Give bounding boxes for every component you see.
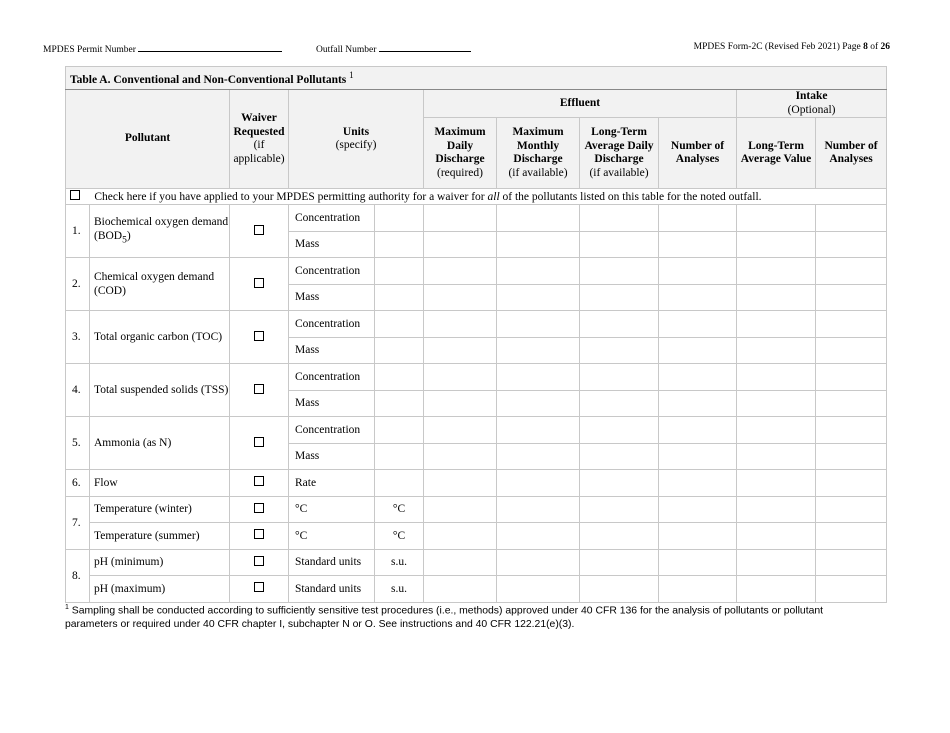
row-number: 6.: [66, 470, 90, 497]
outfall-number-field[interactable]: [316, 42, 471, 55]
unit-input[interactable]: [375, 311, 424, 338]
intake-lt-avg-input[interactable]: [737, 523, 816, 550]
unit-label: Standard units: [289, 549, 375, 576]
max-monthly-input[interactable]: [497, 364, 580, 391]
intake-num-analyses-input[interactable]: [816, 337, 887, 364]
table-row: [66, 576, 887, 603]
waiver-cell: [230, 549, 289, 576]
intake-num-analyses-input[interactable]: [816, 549, 887, 576]
max-daily-input[interactable]: [424, 258, 497, 285]
max-daily-input[interactable]: [424, 470, 497, 497]
row-number: 5.: [66, 417, 90, 470]
intake-num-analyses-input[interactable]: [816, 231, 887, 258]
outfall-number-blank[interactable]: [379, 42, 471, 52]
intake-lt-avg-input[interactable]: [737, 205, 816, 232]
intake-num-analyses-input[interactable]: [816, 258, 887, 285]
unit-label: Mass: [289, 284, 375, 311]
intake-num-analyses-input[interactable]: [816, 311, 887, 338]
unit-abbr: °C: [375, 496, 424, 523]
waiver-checkbox[interactable]: [254, 529, 264, 539]
all-waiver-row: [66, 189, 887, 205]
pollutants-table: [65, 66, 887, 603]
lt-avg-daily-input[interactable]: [580, 417, 659, 444]
intake-lt-avg-input[interactable]: [737, 496, 816, 523]
waiver-checkbox[interactable]: [254, 225, 264, 235]
max-daily-input[interactable]: [424, 205, 497, 232]
max-daily-input[interactable]: [424, 284, 497, 311]
table-row: [66, 205, 887, 232]
waiver-cell: [230, 576, 289, 603]
unit-label: Rate: [289, 470, 375, 497]
num-analyses-input[interactable]: [659, 496, 737, 523]
unit-label: Mass: [289, 390, 375, 417]
intake-lt-avg-input[interactable]: [737, 364, 816, 391]
waiver-cell: [230, 417, 289, 470]
intake-num-analyses-input[interactable]: [816, 364, 887, 391]
waiver-checkbox[interactable]: [254, 582, 264, 592]
max-monthly-input[interactable]: [497, 523, 580, 550]
max-daily-input[interactable]: [424, 390, 497, 417]
intake-num-analyses-input[interactable]: [816, 496, 887, 523]
unit-abbr: s.u.: [375, 576, 424, 603]
col-lt-avg-value: [737, 118, 816, 189]
max-monthly-input[interactable]: [497, 496, 580, 523]
intake-lt-avg-input[interactable]: [737, 258, 816, 285]
table-row: [66, 523, 887, 550]
row-number: 1.: [66, 205, 90, 258]
col-pollutant-label: Pollutant: [124, 132, 171, 145]
waiver-checkbox[interactable]: [254, 331, 264, 341]
table-row: [66, 470, 887, 497]
waiver-cell: [230, 258, 289, 311]
intake-lt-avg-input[interactable]: [737, 390, 816, 417]
lt-avg-daily-input[interactable]: [580, 258, 659, 285]
intake-num-analyses-input[interactable]: [816, 205, 887, 232]
max-daily-input[interactable]: [424, 337, 497, 364]
num-analyses-input[interactable]: [659, 443, 737, 470]
col-intake-num-analyses-label: Number of Analyses: [824, 139, 878, 165]
pollutant-name-text: Biochemical oxygen demand (BOD: [94, 215, 229, 242]
lt-avg-daily-input[interactable]: [580, 231, 659, 258]
unit-input[interactable]: [375, 417, 424, 444]
col-max-daily: [424, 118, 497, 189]
max-monthly-input[interactable]: [497, 337, 580, 364]
col-max-daily-label: Maximum Daily Discharge: [434, 126, 486, 165]
max-daily-input[interactable]: [424, 523, 497, 550]
unit-label: Standard units: [289, 576, 375, 603]
col-lt-avg-daily: [580, 118, 659, 189]
max-monthly-input[interactable]: [497, 390, 580, 417]
col-intake-note: (Optional): [787, 103, 836, 116]
max-daily-input[interactable]: [424, 496, 497, 523]
col-waiver-label: Waiver Requested: [233, 112, 285, 138]
row-number: 8.: [66, 549, 90, 602]
col-units: [289, 90, 424, 189]
lt-avg-daily-input[interactable]: [580, 549, 659, 576]
num-analyses-input[interactable]: [659, 364, 737, 391]
intake-lt-avg-input[interactable]: [737, 231, 816, 258]
max-monthly-input[interactable]: [497, 417, 580, 444]
waiver-cell: [230, 364, 289, 417]
table-row: [66, 549, 887, 576]
page-total: 26: [880, 42, 890, 52]
max-monthly-input[interactable]: [497, 443, 580, 470]
title-footnote-mark: 1: [349, 70, 354, 81]
col-lt-avg-daily-note: (if available): [589, 166, 649, 179]
max-daily-input[interactable]: [424, 231, 497, 258]
col-effluent-label: Effluent: [559, 96, 601, 109]
pollutant-name: pH (maximum): [90, 576, 230, 603]
all-waiver-checkbox[interactable]: [70, 190, 80, 200]
intake-lt-avg-input[interactable]: [737, 470, 816, 497]
lt-avg-daily-input[interactable]: [580, 576, 659, 603]
unit-label: Mass: [289, 443, 375, 470]
pollutant-name: Temperature (winter): [90, 496, 230, 523]
unit-abbr: °C: [375, 523, 424, 550]
num-analyses-input[interactable]: [659, 470, 737, 497]
page-word: Page: [842, 42, 861, 52]
pollutant-name: Ammonia (as N): [90, 417, 230, 470]
intake-lt-avg-input[interactable]: [737, 576, 816, 603]
lt-avg-daily-input[interactable]: [580, 523, 659, 550]
intake-num-analyses-input[interactable]: [816, 470, 887, 497]
col-units-note: (specify): [335, 139, 377, 151]
footnote-mark: 1: [65, 604, 69, 611]
col-units-label: Units: [342, 125, 370, 138]
intake-lt-avg-input[interactable]: [737, 284, 816, 311]
num-analyses-input[interactable]: [659, 337, 737, 364]
unit-label: Mass: [289, 231, 375, 258]
num-analyses-input[interactable]: [659, 205, 737, 232]
waiver-cell: [230, 470, 289, 497]
row-number: 4.: [66, 364, 90, 417]
num-analyses-input[interactable]: [659, 258, 737, 285]
max-monthly-input[interactable]: [497, 205, 580, 232]
form-label: MPDES Form-2C (Revised Feb 2021): [693, 42, 840, 52]
lt-avg-daily-input[interactable]: [580, 311, 659, 338]
intake-num-analyses-input[interactable]: [816, 443, 887, 470]
unit-abbr: s.u.: [375, 549, 424, 576]
unit-input[interactable]: [375, 337, 424, 364]
col-intake: [737, 90, 887, 118]
permit-number-field[interactable]: [43, 42, 282, 55]
pollutant-name: Chemical oxygen demand (COD): [90, 258, 230, 311]
unit-input[interactable]: [375, 443, 424, 470]
max-daily-input[interactable]: [424, 311, 497, 338]
permit-number-blank[interactable]: [138, 42, 282, 52]
waiver-cell: [230, 496, 289, 523]
page-of: of: [870, 42, 879, 52]
intake-num-analyses-input[interactable]: [816, 576, 887, 603]
all-waiver-text-after: of the pollutants listed on this table for the noted outfall.: [502, 191, 762, 203]
intake-lt-avg-input[interactable]: [737, 311, 816, 338]
max-monthly-input[interactable]: [497, 231, 580, 258]
waiver-checkbox[interactable]: [254, 278, 264, 288]
pollutant-name: pH (minimum): [90, 549, 230, 576]
col-lt-avg-value-label: Long-Term Average Value: [740, 139, 812, 165]
intake-num-analyses-input[interactable]: [816, 417, 887, 444]
row-number: 2.: [66, 258, 90, 311]
lt-avg-daily-input[interactable]: [580, 337, 659, 364]
col-waiver-note: (if applicable): [233, 139, 285, 165]
lt-avg-daily-input[interactable]: [580, 364, 659, 391]
col-waiver: [230, 90, 289, 189]
num-analyses-input[interactable]: [659, 417, 737, 444]
row-number: 7.: [66, 496, 90, 549]
table-row: [66, 258, 887, 285]
waiver-checkbox[interactable]: [254, 437, 264, 447]
intake-lt-avg-input[interactable]: [737, 337, 816, 364]
lt-avg-daily-input[interactable]: [580, 284, 659, 311]
table-title-text: Table A. Conventional and Non-Conventional Pollutants: [70, 73, 347, 86]
col-num-analyses: [659, 118, 737, 189]
lt-avg-daily-input[interactable]: [580, 496, 659, 523]
unit-input[interactable]: [375, 364, 424, 391]
unit-label: Concentration: [289, 311, 375, 338]
row-number: 3.: [66, 311, 90, 364]
col-max-daily-note: (required): [437, 166, 483, 179]
footnote: [65, 601, 865, 631]
pollutant-name-end: ): [126, 229, 131, 242]
unit-input[interactable]: [375, 390, 424, 417]
permit-number-label: MPDES Permit Number: [43, 45, 136, 55]
unit-input[interactable]: [375, 231, 424, 258]
max-monthly-input[interactable]: [497, 258, 580, 285]
num-analyses-input[interactable]: [659, 576, 737, 603]
intake-num-analyses-input[interactable]: [816, 523, 887, 550]
col-effluent: [424, 90, 737, 118]
intake-lt-avg-input[interactable]: [737, 417, 816, 444]
num-analyses-input[interactable]: [659, 390, 737, 417]
waiver-checkbox[interactable]: [254, 476, 264, 486]
pollutant-name: Temperature (summer): [90, 523, 230, 550]
unit-input[interactable]: [375, 258, 424, 285]
unit-input[interactable]: [375, 284, 424, 311]
intake-lt-avg-input[interactable]: [737, 549, 816, 576]
max-monthly-input[interactable]: [497, 470, 580, 497]
max-monthly-input[interactable]: [497, 576, 580, 603]
unit-label: Concentration: [289, 364, 375, 391]
col-max-monthly-note: (if available): [508, 166, 568, 179]
pollutant-name: Total organic carbon (TOC): [90, 311, 230, 364]
unit-label: Concentration: [289, 417, 375, 444]
col-lt-avg-daily-label: Long-Term Average Daily Discharge: [584, 126, 654, 165]
waiver-checkbox[interactable]: [254, 503, 264, 513]
intake-lt-avg-input[interactable]: [737, 443, 816, 470]
num-analyses-input[interactable]: [659, 311, 737, 338]
table-row: [66, 311, 887, 338]
outfall-number-label: Outfall Number: [316, 45, 377, 55]
lt-avg-daily-input[interactable]: [580, 390, 659, 417]
pollutant-name: Flow: [90, 470, 230, 497]
page-current: 8: [863, 42, 868, 52]
max-daily-input[interactable]: [424, 549, 497, 576]
form-page-info: [694, 42, 890, 52]
waiver-cell: [230, 205, 289, 258]
max-monthly-input[interactable]: [497, 311, 580, 338]
col-num-analyses-label: Number of Analyses: [670, 139, 725, 165]
num-analyses-input[interactable]: [659, 549, 737, 576]
waiver-cell: [230, 523, 289, 550]
pollutant-subscript: 5: [122, 234, 127, 246]
all-waiver-text-before: Check here if you have applied to your MPDES permitting authority for a waiver for: [94, 191, 485, 203]
waiver-checkbox[interactable]: [254, 384, 264, 394]
unit-label: °C: [289, 523, 375, 550]
unit-label: Concentration: [289, 258, 375, 285]
max-daily-input[interactable]: [424, 443, 497, 470]
unit-label: Mass: [289, 337, 375, 364]
pollutant-name: [90, 205, 230, 258]
table-row: [66, 364, 887, 391]
waiver-checkbox[interactable]: [254, 556, 264, 566]
intake-num-analyses-input[interactable]: [816, 390, 887, 417]
unit-label: °C: [289, 496, 375, 523]
col-max-monthly: [497, 118, 580, 189]
col-intake-num-analyses: [816, 118, 887, 189]
all-waiver-cell: [66, 189, 887, 205]
table-row: [66, 417, 887, 444]
intake-num-analyses-input[interactable]: [816, 284, 887, 311]
waiver-cell: [230, 311, 289, 364]
footnote-text: Sampling shall be conducted according to sufficiently sensitive test procedures (i.e., methods) approved under 40 CFR 136 for the analysis of pollutants or pollutant parameters or required under 40 CFR chapter I, subchapter N or O. See instructions and 40 CFR 122.21(e)(3).: [65, 605, 824, 630]
max-daily-input[interactable]: [424, 364, 497, 391]
max-daily-input[interactable]: [424, 417, 497, 444]
unit-input[interactable]: [375, 470, 424, 497]
num-analyses-input[interactable]: [659, 284, 737, 311]
max-monthly-input[interactable]: [497, 549, 580, 576]
lt-avg-daily-input[interactable]: [580, 443, 659, 470]
num-analyses-input[interactable]: [659, 231, 737, 258]
table-title: [66, 67, 887, 90]
max-daily-input[interactable]: [424, 576, 497, 603]
pollutant-name: Total suspended solids (TSS): [90, 364, 230, 417]
lt-avg-daily-input[interactable]: [580, 205, 659, 232]
all-waiver-text-italic: all: [487, 191, 500, 203]
col-max-monthly-label: Maximum Monthly Discharge: [512, 126, 564, 165]
unit-input[interactable]: [375, 205, 424, 232]
unit-label: Concentration: [289, 205, 375, 232]
num-analyses-input[interactable]: [659, 523, 737, 550]
max-monthly-input[interactable]: [497, 284, 580, 311]
table-row: [66, 496, 887, 523]
col-intake-label: Intake: [795, 90, 828, 102]
col-pollutant: [66, 90, 230, 189]
lt-avg-daily-input[interactable]: [580, 470, 659, 497]
